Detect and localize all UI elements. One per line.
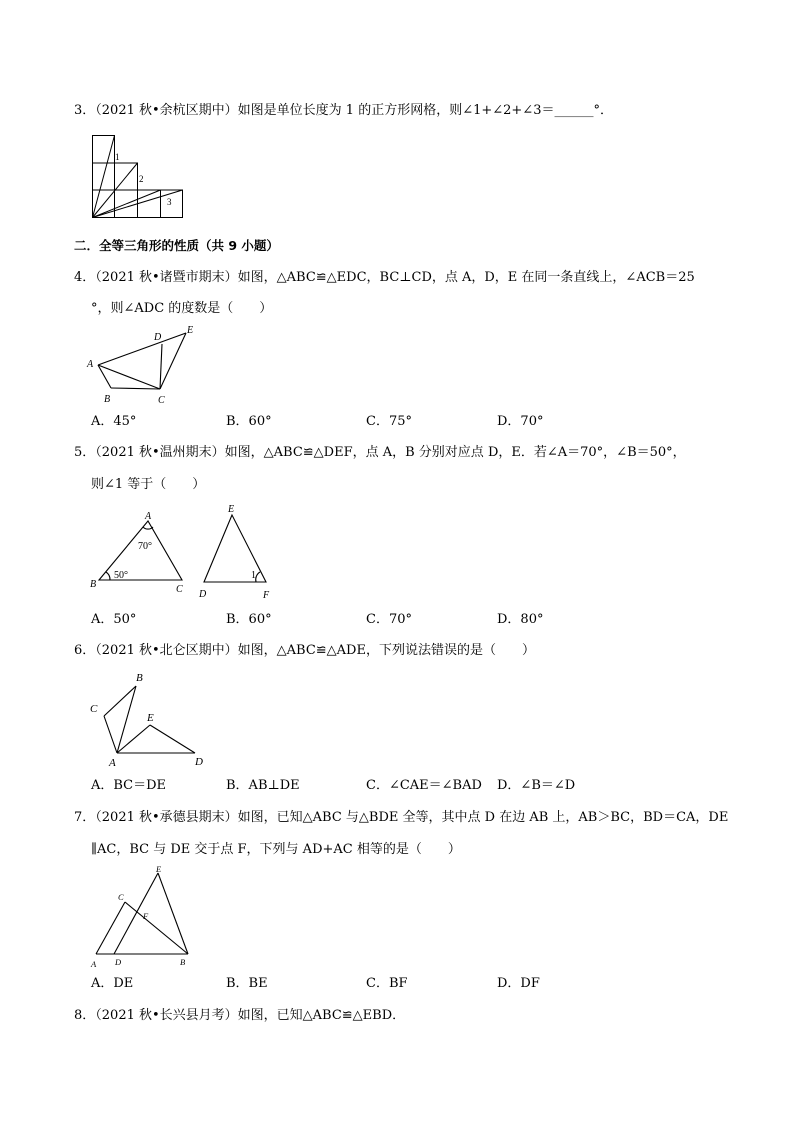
q4-label-c: C bbox=[158, 395, 165, 406]
question-5-line-1: 5．（2021 秋•温州期末）如图，△ABC≌△DEF，点 A，B 分别对应点 D，E．若∠A＝70°，∠B＝50°， bbox=[74, 445, 686, 460]
q5-label-d: D bbox=[199, 589, 207, 600]
q5-option-b[interactable]: B．60° bbox=[226, 612, 272, 627]
q5-angle-a-label: 70° bbox=[138, 541, 152, 552]
question-6-figure bbox=[86, 666, 216, 772]
q7-label-b: B bbox=[180, 957, 186, 967]
question-4-line-2: °，则∠ADC 的度数是（ ） bbox=[91, 301, 273, 316]
q5-angle-b-label: 50° bbox=[114, 570, 128, 581]
question-3-text: 3．（2021 秋•余杭区期中）如图是单位长度为 1 的正方形网格，则∠1+∠2+∠3＝______°． bbox=[74, 103, 613, 118]
q4-option-d[interactable]: D．70° bbox=[497, 414, 544, 429]
q4-label-d: D bbox=[154, 332, 162, 343]
q7-option-d[interactable]: D．DF bbox=[497, 976, 540, 991]
q6-option-d[interactable]: D．∠B＝∠D bbox=[497, 778, 576, 793]
q6-option-a[interactable]: A．BC＝DE bbox=[91, 778, 167, 793]
q5-label-b: B bbox=[90, 579, 97, 590]
q6-label-b: B bbox=[136, 672, 143, 684]
q6-option-c[interactable]: C．∠CAE＝∠BAD bbox=[366, 778, 482, 793]
q7-option-b[interactable]: B．BE bbox=[226, 976, 268, 991]
q7-label-d: D bbox=[115, 957, 122, 967]
question-6-line-1: 6．（2021 秋•北仑区期中）如图，△ABC≌△ADE，下列说法错误的是（ ） bbox=[74, 643, 535, 658]
question-8-line-1: 8．（2021 秋•长兴县月考）如图，已知△ABC≌△EBD． bbox=[74, 1008, 406, 1023]
q5-label-f: F bbox=[263, 590, 270, 601]
q6-label-e: E bbox=[147, 712, 154, 724]
q6-option-b[interactable]: B．AB⊥DE bbox=[226, 778, 300, 793]
q7-label-f: F bbox=[143, 911, 149, 921]
q6-label-c: C bbox=[90, 703, 98, 715]
q4-option-c[interactable]: C．75° bbox=[366, 414, 412, 429]
question-5-figure bbox=[86, 500, 276, 603]
q5-option-d[interactable]: D．80° bbox=[497, 612, 544, 627]
q4-option-b[interactable]: B．60° bbox=[226, 414, 272, 429]
q5-label-c: C bbox=[176, 584, 183, 595]
q5-label-a: A bbox=[145, 511, 152, 522]
q7-label-a: A bbox=[91, 959, 97, 969]
q6-label-d: D bbox=[195, 756, 203, 768]
q5-option-a[interactable]: A．50° bbox=[91, 612, 137, 627]
grid-label-2: 2 bbox=[139, 174, 144, 184]
question-3-grid-figure bbox=[92, 135, 184, 219]
q5-option-c[interactable]: C．70° bbox=[366, 612, 412, 627]
q6-label-a: A bbox=[109, 757, 116, 769]
question-4-line-1: 4．（2021 秋•诸暨市期末）如图，△ABC≌△EDC，BC⊥CD，点 A，D，E 在同一条直线上，∠ACB＝25 bbox=[74, 270, 695, 285]
q4-label-b: B bbox=[104, 394, 111, 405]
question-4-figure bbox=[86, 322, 201, 408]
q7-label-c: C bbox=[118, 892, 124, 902]
question-5-line-2: 则∠1 等于（ ） bbox=[91, 477, 206, 492]
q7-option-a[interactable]: A．DE bbox=[91, 976, 134, 991]
question-7-line-1: 7．（2021 秋•承德县期末）如图，已知△ABC 与△BDE 全等，其中点 D 在边 AB 上，AB＞BC，BD＝CA，DE bbox=[74, 810, 729, 825]
grid-label-3: 3 bbox=[167, 197, 172, 207]
grid-label-1: 1 bbox=[115, 152, 120, 162]
question-7-line-2: ∥AC，BC 与 DE 交于点 F，下列与 AD+AC 相等的是（ ） bbox=[91, 842, 461, 857]
section-heading-congruent-properties: 二．全等三角形的性质（共 9 小题） bbox=[74, 238, 279, 253]
q4-label-a: A bbox=[87, 359, 94, 370]
q7-option-c[interactable]: C．BF bbox=[366, 976, 408, 991]
q5-label-e: E bbox=[228, 504, 235, 515]
q7-label-e: E bbox=[156, 864, 162, 874]
q5-angle-1-label: 1 bbox=[251, 570, 256, 581]
q4-option-a[interactable]: A．45° bbox=[91, 414, 137, 429]
question-7-figure bbox=[86, 863, 196, 969]
q4-label-e: E bbox=[187, 325, 194, 336]
